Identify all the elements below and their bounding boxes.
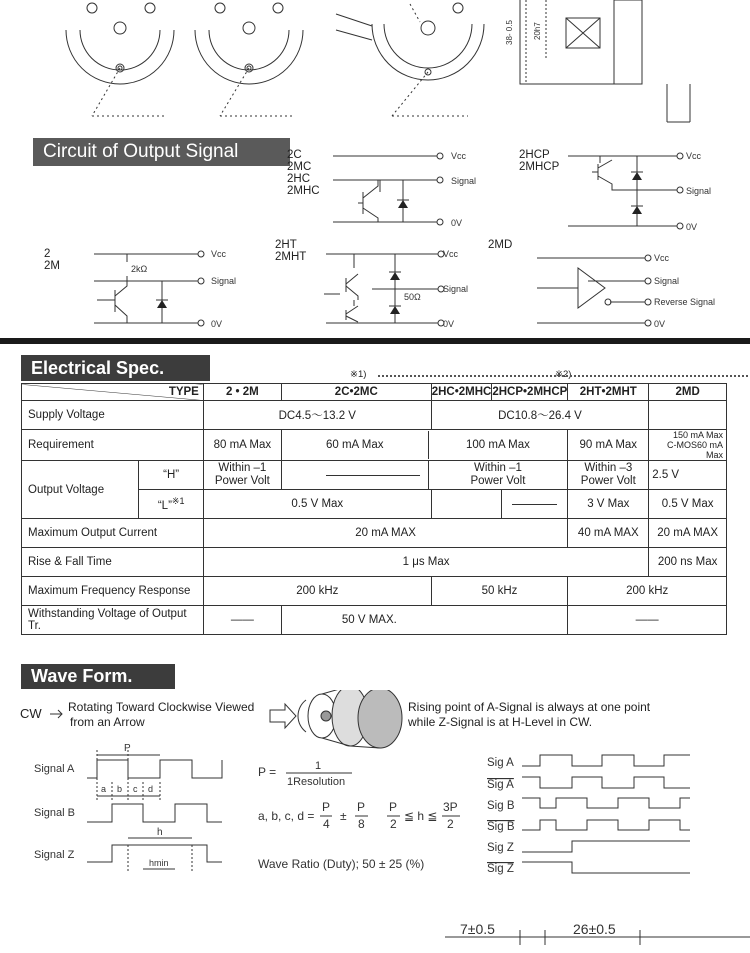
sig-a-bar: Sig A	[487, 779, 514, 791]
ov-h-c4b: Power Volt	[580, 475, 636, 487]
moc-c1: 20 mA MAX	[203, 519, 567, 548]
c2-0v: 0V	[686, 222, 698, 232]
note-1: ※1)	[350, 369, 367, 380]
row-withstand	[22, 606, 727, 635]
formula-p8-den: 8	[358, 817, 365, 831]
encoder-drawings	[0, 0, 750, 140]
signal-b-label: Signal B	[34, 807, 75, 819]
formula-le: ≦ h ≦	[404, 809, 438, 823]
c5-0v: 0V	[654, 319, 666, 329]
ov-h-c2	[282, 461, 429, 489]
circuit-section-title: Circuit of Output Signal	[33, 138, 290, 166]
ov-l-mid	[431, 490, 568, 519]
ov-h-c3	[429, 462, 568, 488]
c1-signal: Signal	[451, 176, 477, 186]
supply-voltage-label: Supply Voltage	[22, 401, 204, 430]
ov-h-c4a: Within –3	[584, 462, 633, 474]
c3-signal: Signal	[211, 276, 237, 286]
req-c1: 80 mA Max	[203, 430, 281, 461]
note-2: ※2)	[555, 369, 572, 380]
rf-c1: 1 μs Max	[203, 548, 648, 577]
c3-vcc: Vcc	[211, 249, 227, 259]
requirement-label: Requirement	[22, 430, 204, 461]
formula-p4-den: 4	[323, 817, 330, 831]
signal-z-label: Signal Z	[34, 849, 75, 861]
sig-a: Sig A	[487, 757, 514, 769]
p-label: P	[124, 743, 131, 754]
cw-label: CW	[20, 706, 42, 721]
col-2hcp-2mhcp: 2HCP•2MHCP	[492, 386, 568, 398]
cw-desc-1: Rotating Toward Clockwise Viewed	[68, 700, 255, 714]
row-max-freq	[22, 577, 727, 606]
row-output-voltage-h	[22, 461, 727, 490]
row-supply-voltage	[22, 401, 727, 430]
c4-res: 50Ω	[404, 292, 421, 302]
c3-res: 2kΩ	[131, 264, 148, 274]
section-divider	[0, 338, 750, 344]
row-requirement	[22, 430, 727, 461]
formula-pm: ±	[340, 809, 347, 823]
footer-dim-1: 7±0.5	[460, 921, 495, 937]
type-header: TYPE	[22, 384, 204, 401]
output-voltage-label: Output Voltage	[22, 461, 139, 519]
circuit-diagrams	[0, 140, 750, 335]
wv-c3: ——	[568, 606, 727, 635]
formula-p: P =	[258, 765, 277, 779]
formula-p4-num: P	[322, 800, 331, 814]
circuit5-labels: 2MD	[488, 239, 513, 251]
formula-3p-den: 2	[447, 817, 454, 831]
formula-one: 1	[315, 760, 322, 772]
moc-c2: 40 mA MAX	[568, 519, 649, 548]
c5-vcc: Vcc	[654, 253, 670, 263]
electrical-section-title: Electrical Spec.	[21, 355, 210, 381]
circuit1-labels: 2C 2MC 2HC 2MHC	[287, 149, 320, 197]
mf-c2: 50 kHz	[431, 577, 568, 606]
c4-vcc: Vcc	[443, 249, 459, 259]
c4-0v: 0V	[443, 319, 455, 329]
sig-b-bar: Sig B	[487, 821, 515, 833]
h-label: h	[157, 827, 163, 838]
ov-h-c3a: Within –1	[473, 462, 522, 474]
ov-l-c1-wrap	[203, 490, 431, 519]
req-c4: 90 mA Max	[568, 430, 649, 461]
formula-res: 1Resolution	[287, 776, 346, 788]
col-2hc-2mhc: 2HC•2MHC	[431, 386, 492, 398]
ov-h-label: “H”	[139, 461, 203, 490]
supply-voltage-2md	[649, 401, 727, 430]
ov-h-c1a: Within –1	[218, 462, 267, 474]
ov-h-c4	[568, 461, 649, 490]
row-max-output-current	[22, 519, 727, 548]
dim-20h7: 20h7	[533, 22, 542, 40]
formula-p2-num: P	[389, 800, 398, 814]
formula-3p-num: 3P	[443, 800, 458, 814]
c2-vcc: Vcc	[686, 151, 702, 161]
supply-voltage-v1: DC4.5～13.2 V	[203, 401, 431, 430]
hmin-label: hmin	[149, 858, 169, 868]
sig-b: Sig B	[487, 800, 515, 812]
supply-voltage-v2: DC10.8～26.4 V	[431, 401, 649, 430]
ov-h-c1b: Power Volt	[214, 475, 270, 487]
note-dotted-leader	[378, 375, 748, 377]
ov-l-text: “L”	[157, 499, 172, 512]
ov-l-c4: 3 V Max	[568, 490, 649, 519]
spec-table	[21, 383, 727, 635]
col-2hc-2hcp	[431, 384, 568, 401]
wv-c1: ——	[203, 606, 281, 635]
c5-reverse: Reverse Signal	[654, 297, 716, 307]
circuit4-labels: 2HT 2MHT	[275, 239, 307, 263]
req-c5a: 150 mA Max	[672, 430, 723, 440]
wave-ratio: Wave Ratio (Duty); 50 ± 25 (%)	[258, 857, 425, 871]
wv-c2: 50 V MAX.	[281, 606, 567, 635]
ov-h-c3b: Power Volt	[470, 475, 526, 487]
mf-label: Maximum Frequency Response	[22, 577, 204, 606]
c1-0v: 0V	[451, 218, 463, 228]
rf-c2: 200 ns Max	[649, 548, 727, 577]
moc-label: Maximum Output Current	[22, 519, 204, 548]
c4-signal: Signal	[443, 284, 469, 294]
cw-desc-2: from an Arrow	[70, 715, 145, 729]
c5-signal: Signal	[654, 276, 680, 286]
req-c5	[649, 430, 727, 461]
dim-38: 38- 0.5	[505, 20, 514, 45]
signal-a-label: Signal A	[34, 763, 75, 775]
spec-header-row	[22, 384, 727, 401]
c2-signal: Signal	[686, 186, 712, 196]
circuit2-labels: 2HCP 2MHCP	[519, 149, 560, 173]
ov-l-c1: 0.5 V Max	[291, 498, 344, 510]
col-2-2m: 2 • 2M	[203, 384, 281, 401]
ov-h-c5: 2.5 V	[649, 461, 727, 490]
moc-c3: 20 mA MAX	[649, 519, 727, 548]
mf-c3: 200 kHz	[568, 577, 727, 606]
req-c2: 60 mA Max	[282, 431, 429, 459]
mf-c1: 200 kHz	[203, 577, 431, 606]
req-c3: 100 mA Max	[465, 439, 530, 451]
abcd-a: a	[101, 784, 107, 794]
abcd-c: c	[133, 784, 138, 794]
formula-p8-num: P	[357, 800, 366, 814]
ov-l-c5: 0.5 V Max	[649, 490, 727, 519]
rf-label: Rise & Fall Time	[22, 548, 204, 577]
c1-vcc: Vcc	[451, 151, 467, 161]
circuit3-labels: 2 2M	[44, 248, 60, 272]
ov-h-mid	[281, 461, 567, 490]
wave-diagrams	[0, 690, 750, 950]
req-c2-c3	[281, 430, 567, 461]
col-2ht-2mht: 2HT•2MHT	[568, 384, 649, 401]
sig-z: Sig Z	[487, 842, 514, 854]
c3-0v: 0V	[211, 319, 223, 329]
req-c5b: C-MOS60 mA Max	[666, 440, 723, 460]
formula-abcd: a, b, c, d =	[258, 809, 315, 823]
ov-l-label	[139, 490, 203, 519]
row-rise-fall	[22, 548, 727, 577]
ov-h-c1	[203, 461, 281, 490]
formula-p2-den: 2	[390, 817, 397, 831]
rising-2: while Z-Signal is at H-Level in CW.	[408, 715, 593, 729]
col-2c-2mc: 2C•2MC	[281, 384, 431, 401]
sig-z-bar: Sig Z	[487, 863, 514, 875]
footer-dim-2: 26±0.5	[573, 921, 616, 937]
abcd-b: b	[117, 784, 123, 794]
abcd-d: d	[148, 784, 154, 794]
rising-1: Rising point of A-Signal is always at one point	[408, 700, 651, 714]
ov-l-note: ※1	[171, 496, 185, 507]
wv-label: Withstanding Voltage of Output Tr.	[22, 606, 204, 635]
col-2md: 2MD	[649, 384, 727, 401]
wave-section-title: Wave Form.	[21, 664, 175, 689]
